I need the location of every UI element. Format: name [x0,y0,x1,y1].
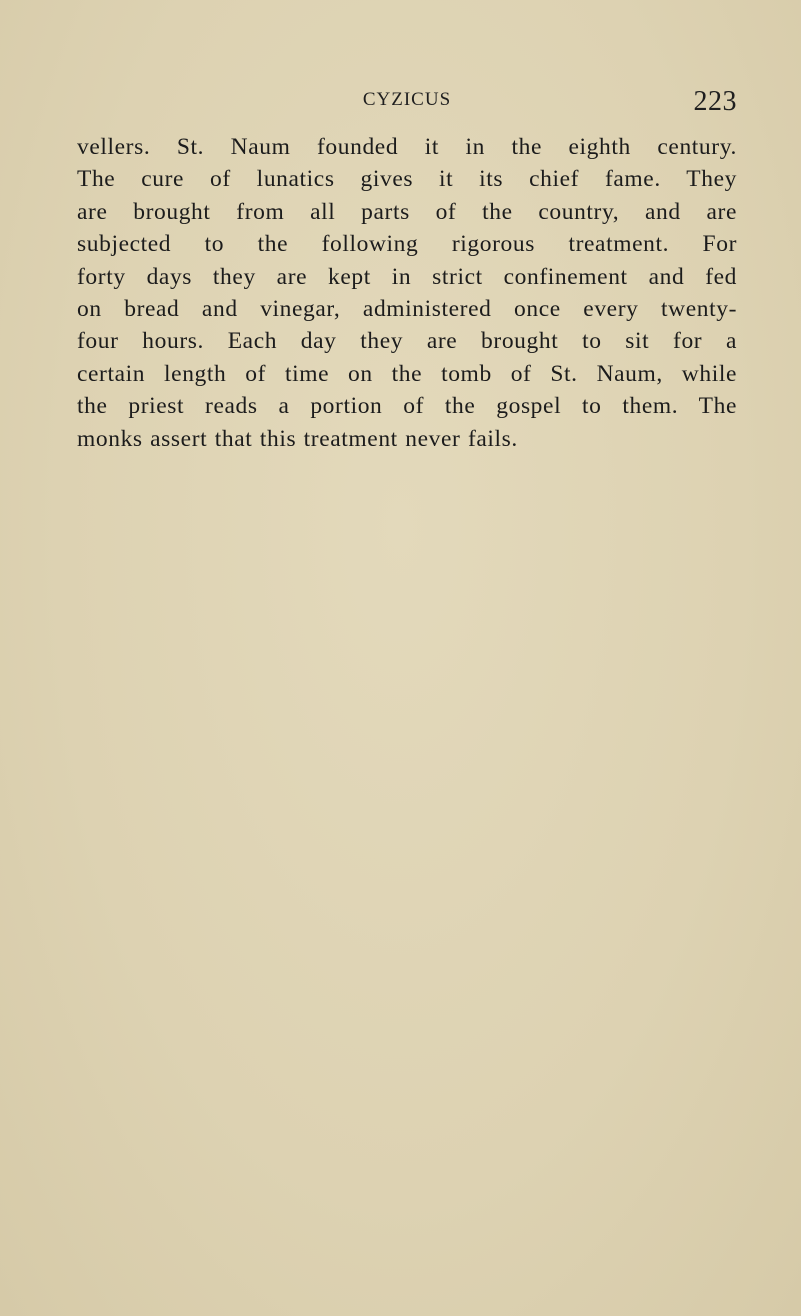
text-line: monks assert that this treatment never fails. [77,425,518,452]
body-paragraph [77,131,737,455]
page-number: 223 [693,86,737,117]
text-line: certain length of time on the tomb of St. Naum, while [77,360,737,387]
page-header [77,86,737,118]
text-line: forty days they are kept in strict confinement and fed [77,263,737,290]
text-line: on bread and vinegar, administered once every twenty- [77,295,737,322]
text-line: the priest reads a portion of the gospel to them. The [77,393,737,420]
text-line: four hours. Each day they are brought to sit for a [77,328,737,355]
running-title: CYZICUS [362,89,452,110]
text-line: are brought from all parts of the country, and are [77,198,737,225]
text-line: subjected to the following rigorous treatment. For [77,231,737,258]
text-line: The cure of lunatics gives it its chief fame. They [77,166,737,193]
text-line: vellers. St. Naum founded it in the eighth century. [77,134,737,160]
